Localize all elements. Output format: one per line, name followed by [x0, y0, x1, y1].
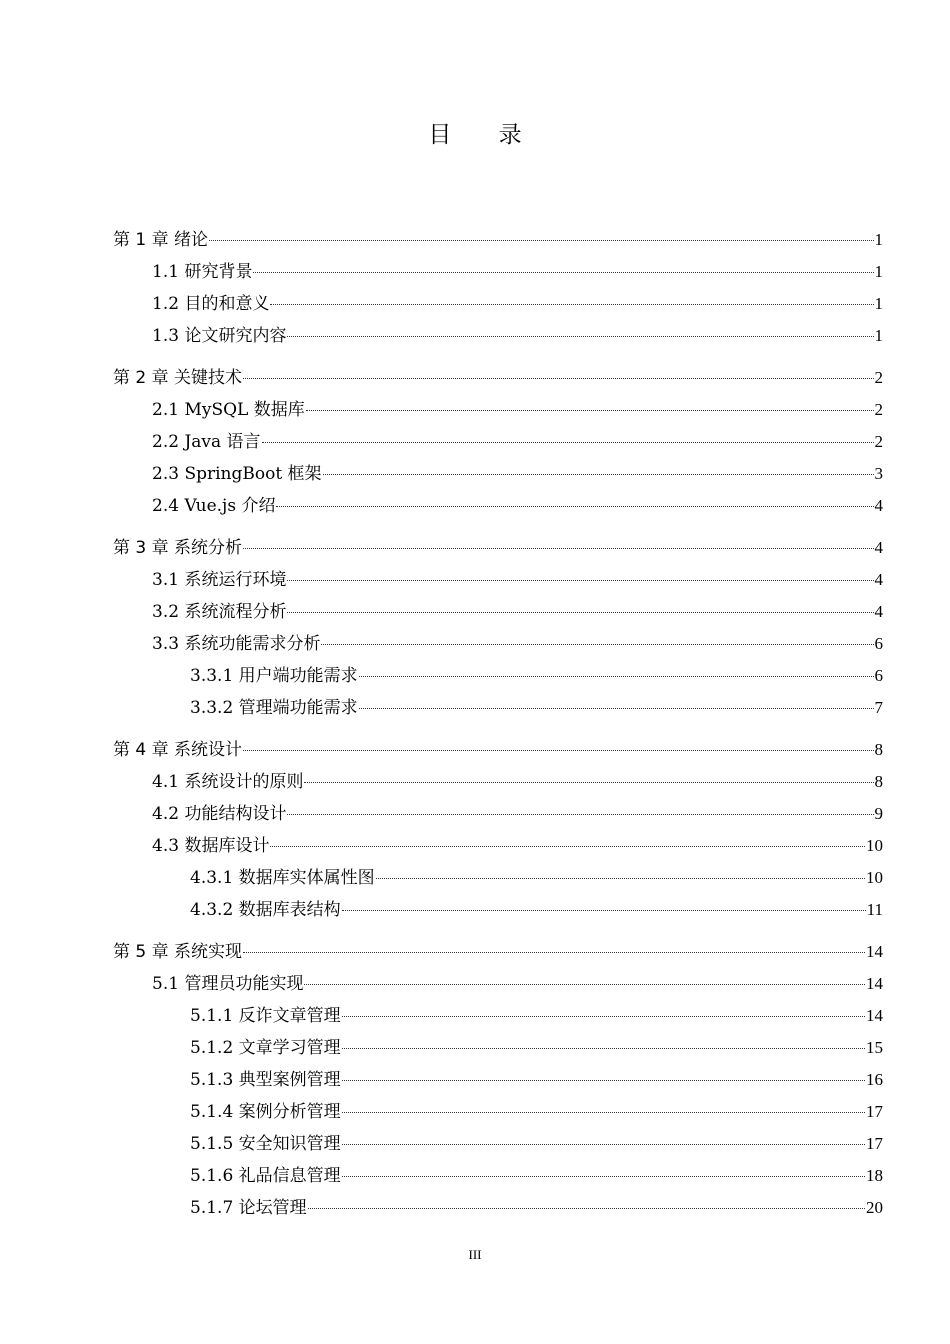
toc-entry[interactable] — [113, 1192, 883, 1224]
toc-entry[interactable] — [113, 532, 883, 564]
table-of-contents — [113, 224, 883, 1224]
toc-entry[interactable] — [113, 628, 883, 660]
toc-entry[interactable] — [113, 1128, 883, 1160]
toc-entry-page: 1 — [874, 230, 883, 249]
toc-entry-label: 2.1 MySQL 数据库 — [152, 400, 305, 420]
toc-entry-page: 6 — [874, 666, 883, 685]
toc-leader-dots — [359, 708, 874, 709]
toc-entry[interactable] — [113, 224, 883, 256]
toc-entry-label: 3.3.1 用户端功能需求 — [190, 666, 358, 686]
toc-entry[interactable] — [113, 320, 883, 352]
toc-entry-label: 第 5 章 系统实现 — [113, 942, 243, 962]
toc-entry[interactable] — [113, 1000, 883, 1032]
toc-entry[interactable] — [113, 894, 883, 926]
toc-entry[interactable] — [113, 830, 883, 862]
toc-entry-page: 2 — [874, 400, 883, 419]
toc-leader-dots — [276, 506, 873, 507]
toc-entry-label: 5.1.7 论坛管理 — [190, 1198, 307, 1218]
toc-entry-label: 1.2 目的和意义 — [152, 294, 270, 314]
toc-leader-dots — [321, 644, 873, 645]
toc-entry-page: 15 — [866, 1038, 883, 1057]
toc-entry-label: 5.1.3 典型案例管理 — [190, 1070, 341, 1090]
toc-entry-page: 2 — [874, 432, 883, 451]
toc-leader-dots — [243, 378, 873, 379]
toc-entry-page: 7 — [874, 698, 883, 717]
toc-entry-page: 17 — [866, 1134, 883, 1153]
toc-entry-label: 4.2 功能结构设计 — [152, 804, 287, 824]
toc-entry[interactable] — [113, 1032, 883, 1064]
toc-entry-page: 14 — [866, 942, 883, 961]
toc-entry-page: 9 — [874, 804, 883, 823]
toc-entry-label: 5.1.6 礼品信息管理 — [190, 1166, 341, 1186]
toc-entry-label: 5.1.5 安全知识管理 — [190, 1134, 341, 1154]
toc-leader-dots — [287, 580, 873, 581]
toc-entry-label: 第 1 章 绪论 — [113, 230, 209, 250]
toc-entry-label: 5.1.1 反诈文章管理 — [190, 1006, 341, 1026]
toc-entry-page: 10 — [866, 836, 883, 855]
toc-entry[interactable] — [113, 596, 883, 628]
toc-entry[interactable] — [113, 256, 883, 288]
toc-entry-label: 2.4 Vue.js 介绍 — [152, 496, 276, 516]
toc-entry[interactable] — [113, 458, 883, 490]
toc-entry-page: 4 — [874, 538, 883, 557]
toc-entry-page: 8 — [874, 740, 883, 759]
toc-leader-dots — [287, 336, 873, 337]
toc-entry-page: 1 — [874, 262, 883, 281]
toc-entry-label: 5.1.4 案例分析管理 — [190, 1102, 341, 1122]
toc-entry-page: 20 — [866, 1198, 883, 1217]
toc-entry-label: 第 2 章 关键技术 — [113, 368, 243, 388]
toc-leader-dots — [243, 750, 873, 751]
toc-entry-page: 17 — [866, 1102, 883, 1121]
toc-entry-page: 4 — [874, 496, 883, 515]
toc-leader-dots — [342, 1080, 865, 1081]
toc-leader-dots — [359, 676, 874, 677]
toc-entry[interactable] — [113, 862, 883, 894]
toc-entry-page: 16 — [866, 1070, 883, 1089]
toc-leader-dots — [270, 304, 873, 305]
toc-entry-page: 1 — [874, 294, 883, 313]
toc-leader-dots — [306, 410, 874, 411]
toc-leader-dots — [308, 1208, 865, 1209]
toc-entry-page: 3 — [874, 464, 883, 483]
toc-entry[interactable] — [113, 1096, 883, 1128]
toc-entry-label: 2.2 Java 语言 — [152, 432, 261, 452]
toc-entry-page: 2 — [874, 368, 883, 387]
toc-entry-page: 10 — [866, 868, 883, 887]
toc-leader-dots — [304, 782, 873, 783]
page-number: III — [468, 1247, 482, 1262]
toc-entry-page: 4 — [874, 570, 883, 589]
toc-entry-page: 6 — [874, 634, 883, 653]
toc-leader-dots — [243, 952, 865, 953]
toc-entry[interactable] — [113, 426, 883, 458]
toc-entry[interactable] — [113, 692, 883, 724]
toc-entry-label: 3.2 系统流程分析 — [152, 602, 287, 622]
toc-entry-label: 5.1 管理员功能实现 — [152, 974, 304, 994]
toc-entry-page: 8 — [874, 772, 883, 791]
toc-leader-dots — [253, 272, 873, 273]
toc-entry-label: 4.3.1 数据库实体属性图 — [190, 868, 375, 888]
toc-leader-dots — [270, 846, 865, 847]
toc-entry-label: 1.1 研究背景 — [152, 262, 253, 282]
toc-leader-dots — [342, 1176, 865, 1177]
toc-entry[interactable] — [113, 490, 883, 522]
toc-leader-dots — [243, 548, 873, 549]
toc-leader-dots — [262, 442, 874, 443]
toc-entry[interactable] — [113, 798, 883, 830]
toc-leader-dots — [287, 612, 873, 613]
toc-leader-dots — [342, 1048, 865, 1049]
toc-entry[interactable] — [113, 1160, 883, 1192]
toc-entry[interactable] — [113, 1064, 883, 1096]
toc-entry-page: 14 — [866, 1006, 883, 1025]
toc-entry[interactable] — [113, 766, 883, 798]
toc-leader-dots — [304, 984, 865, 985]
toc-entry-label: 4.3.2 数据库表结构 — [190, 900, 341, 920]
page-title: 目 录 — [428, 122, 542, 148]
toc-entry-label: 3.3 系统功能需求分析 — [152, 634, 321, 654]
toc-entry-label: 1.3 论文研究内容 — [152, 326, 287, 346]
toc-leader-dots — [342, 1144, 865, 1145]
toc-entry-label: 第 4 章 系统设计 — [113, 740, 243, 760]
toc-leader-dots — [342, 1016, 865, 1017]
toc-leader-dots — [323, 474, 874, 475]
toc-entry[interactable] — [113, 968, 883, 1000]
toc-leader-dots — [342, 910, 866, 911]
toc-entry-page: 11 — [866, 900, 883, 919]
toc-entry-label: 4.1 系统设计的原则 — [152, 772, 304, 792]
toc-entry-label: 3.3.2 管理端功能需求 — [190, 698, 358, 718]
toc-entry-page: 1 — [874, 326, 883, 345]
toc-entry[interactable] — [113, 734, 883, 766]
toc-entry-page: 14 — [866, 974, 883, 993]
toc-entry-label: 4.3 数据库设计 — [152, 836, 270, 856]
toc-leader-dots — [287, 814, 873, 815]
toc-entry[interactable] — [113, 394, 883, 426]
toc-entry[interactable] — [113, 362, 883, 394]
toc-entry-page: 18 — [866, 1166, 883, 1185]
toc-leader-dots — [376, 878, 865, 879]
toc-entry-label: 第 3 章 系统分析 — [113, 538, 243, 558]
toc-entry-page: 4 — [874, 602, 883, 621]
toc-entry[interactable] — [113, 936, 883, 968]
toc-entry[interactable] — [113, 288, 883, 320]
toc-entry-label: 5.1.2 文章学习管理 — [190, 1038, 341, 1058]
toc-entry[interactable] — [113, 660, 883, 692]
toc-entry[interactable] — [113, 564, 883, 596]
toc-leader-dots — [342, 1112, 865, 1113]
toc-entry-label: 3.1 系统运行环境 — [152, 570, 287, 590]
toc-entry-label: 2.3 SpringBoot 框架 — [152, 464, 322, 484]
toc-leader-dots — [209, 240, 873, 241]
